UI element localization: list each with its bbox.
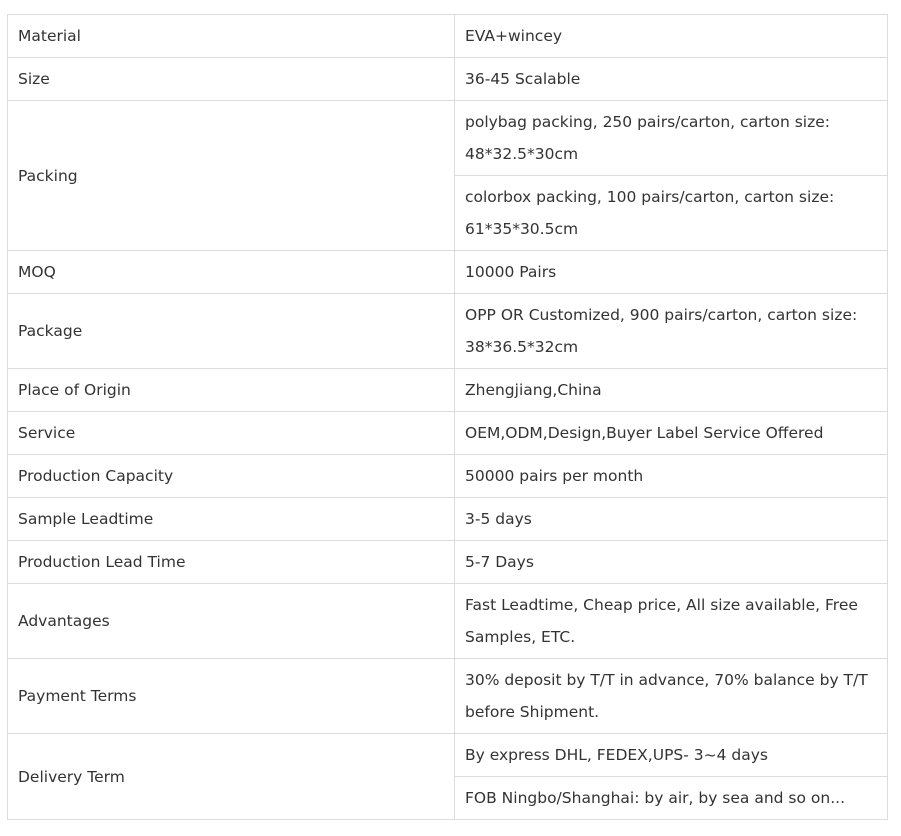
table-row [8, 15, 888, 58]
table-row [8, 412, 888, 455]
spec-value: OEM,ODM,Design,Buyer Label Service Offered [455, 412, 888, 455]
table-row [8, 659, 888, 734]
spec-value: 30% deposit by T/T in advance, 70% balance by T/T before Shipment. [455, 659, 888, 734]
spec-label: Delivery Term [8, 734, 455, 820]
spec-value: Zhengjiang,China [455, 369, 888, 412]
spec-label: Advantages [8, 584, 455, 659]
spec-value: 50000 pairs per month [455, 455, 888, 498]
spec-value: FOB Ningbo/Shanghai: by air, by sea and so on... [455, 777, 888, 820]
table-row [8, 369, 888, 412]
spec-value: 5-7 Days [455, 541, 888, 584]
spec-value: OPP OR Customized, 900 pairs/carton, carton size: 38*36.5*32cm [455, 294, 888, 369]
table-row [8, 541, 888, 584]
spec-label: Sample Leadtime [8, 498, 455, 541]
product-spec-table [7, 14, 888, 820]
table-row [8, 101, 888, 176]
spec-value: colorbox packing, 100 pairs/carton, carton size: 61*35*30.5cm [455, 176, 888, 251]
spec-label: Size [8, 58, 455, 101]
spec-label: Package [8, 294, 455, 369]
table-row [8, 251, 888, 294]
spec-label: Production Lead Time [8, 541, 455, 584]
spec-value: EVA+wincey [455, 15, 888, 58]
spec-label: Service [8, 412, 455, 455]
spec-label: MOQ [8, 251, 455, 294]
spec-value: 10000 Pairs [455, 251, 888, 294]
spec-label: Production Capacity [8, 455, 455, 498]
spec-label: Material [8, 15, 455, 58]
spec-value: 36-45 Scalable [455, 58, 888, 101]
spec-label: Packing [8, 101, 455, 251]
spec-value: polybag packing, 250 pairs/carton, carton size: 48*32.5*30cm [455, 101, 888, 176]
table-row [8, 58, 888, 101]
table-row [8, 498, 888, 541]
table-row [8, 455, 888, 498]
spec-label: Place of Origin [8, 369, 455, 412]
spec-value: 3-5 days [455, 498, 888, 541]
table-row [8, 734, 888, 777]
spec-label: Payment Terms [8, 659, 455, 734]
spec-value: Fast Leadtime, Cheap price, All size available, Free Samples, ETC. [455, 584, 888, 659]
table-row [8, 294, 888, 369]
table-row [8, 584, 888, 659]
spec-value: By express DHL, FEDEX,UPS- 3~4 days [455, 734, 888, 777]
